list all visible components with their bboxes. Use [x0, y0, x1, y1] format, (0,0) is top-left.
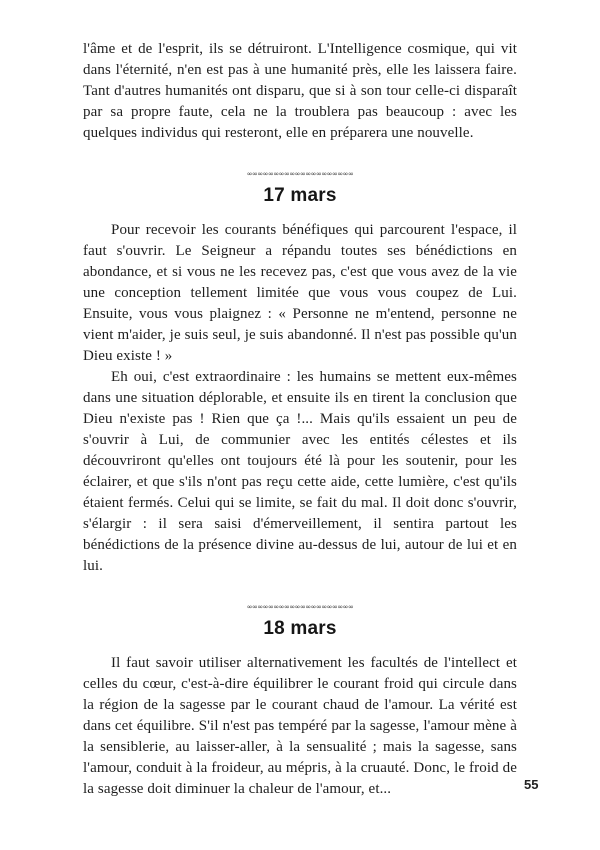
date-heading-18-mars: 18 mars [263, 618, 337, 639]
text-block [83, 39, 517, 800]
date-heading-17-mars: 17 mars [263, 185, 337, 206]
section-17-mars [83, 170, 517, 577]
chain-ornament-divider: ∞∞∞∞∞∞∞∞∞∞∞∞∞∞∞∞∞∞∞∞ [246, 170, 354, 178]
section-paragraph: Eh oui, c'est extraordinaire : les humains se mettent eux-mêmes dans une situation déplorable, et ensuite ils en tirent la conclusion que Dieu n'existe pas ! Rien que ça !... Mais qu'ils essaient un peu de s'ouvrir à Lui, de communier avec les entités célestes et ils découvriront qu'elles ont toujours été là pour les soutenir, pour les éclairer, et que s'ils n'ont pas reçu cette aide, cette lumière, c'est qu'ils étaient fermés. Celui qui se limite, se fait du mal. Il doit donc s'ouvrir, s'élargir : il sera saisi d'émerveillement, il sentira partout les bénédictions de la présence divine au-dessus de lui, autour de lui et en lui. [83, 369, 517, 574]
section-paragraph: Il faut savoir utiliser alternativement les facultés de l'intellect et celles du cœur, c'est-à-dire équilibrer le courant froid qui circule dans la région de la sagesse par le courant chaud de l'amour. La vérité est dans cet équilibre. S'il n'est pas tempéré par la sagesse, l'amour mène à la sensiblerie, au laisser-aller, à la sensualité ; mais la sagesse, sans l'amour, conduit à la froideur, au mépris, à la cruauté. Donc, le froid de la sagesse doit diminuer la chaleur de l'amour, et... [83, 655, 517, 797]
intro-continuation-paragraph: l'âme et de l'esprit, ils se détruiront. L'Intelligence cosmique, qui vit dans l'éternité, n'en est pas à une humanité près, elle les laissera faire. Tant d'autres humanités ont disparu, que si à son tour celle-ci disparaît par sa propre faute, cela ne la troublera pas beaucoup : avec les quelques individus qui resteront, elle en préparera une nouvelle. [83, 41, 517, 141]
section-paragraph: Pour recevoir les courants bénéfiques qui parcourent l'espace, il faut s'ouvrir. Le Seigneur a répandu toutes ses bénédictions en abondance, et si vous ne les recevez pas, c'est que vous avez de la vie une conception tellement limitée que vous vous coupez de Lui. Ensuite, vous vous plaignez : « Personne ne m'entend, personne ne vient m'aider, je suis seul, je suis abandonné. Il n'est pas possible qu'un Dieu existe ! » [83, 222, 517, 364]
page-number: 55 [524, 777, 539, 792]
chain-ornament-divider: ∞∞∞∞∞∞∞∞∞∞∞∞∞∞∞∞∞∞∞∞ [246, 603, 354, 611]
section-18-mars [83, 603, 517, 800]
